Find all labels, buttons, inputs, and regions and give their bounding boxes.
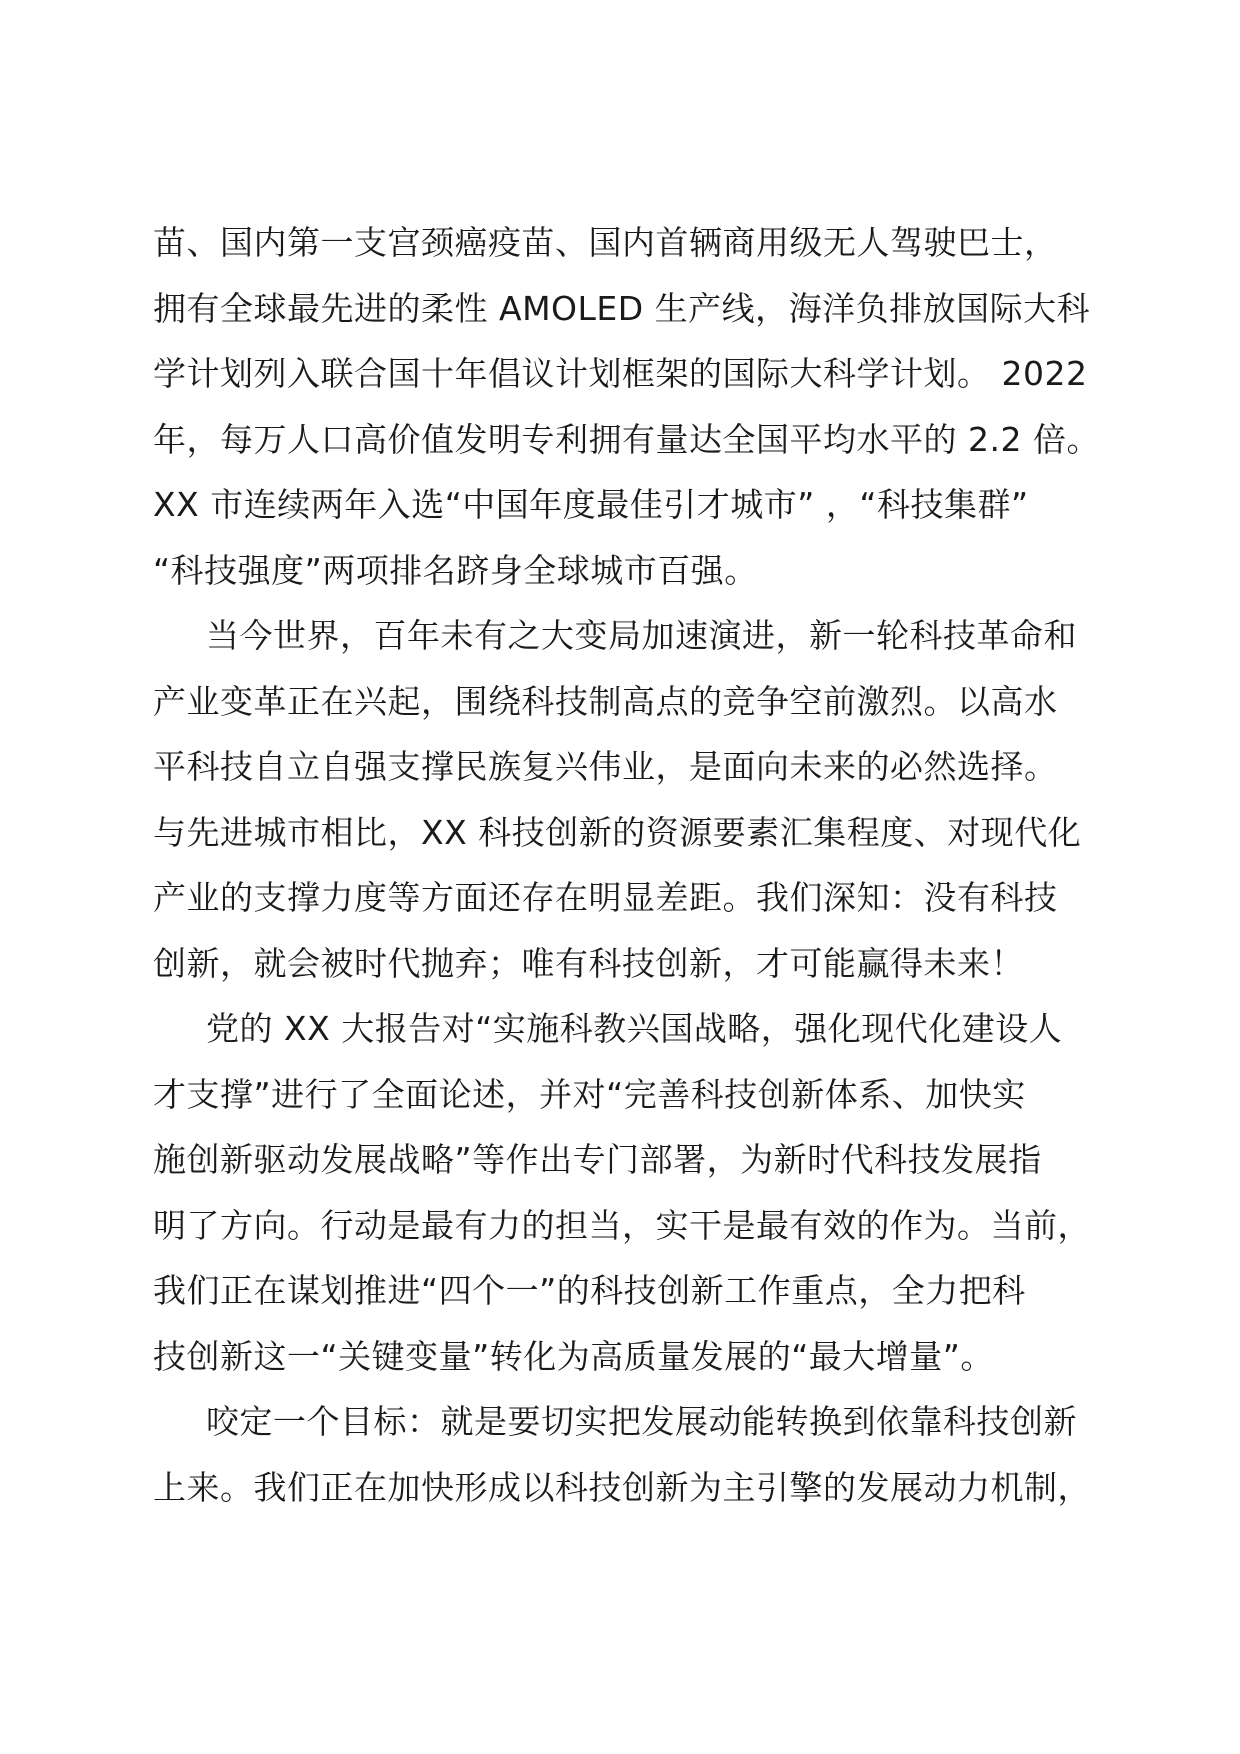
text-line: 施创新驱动发展战略”等作出专门部署，为新时代科技发展指 — [153, 1140, 1042, 1179]
text-line: 平科技自立自强支撑民族复兴伟业，是面向未来的必然选择。 — [153, 747, 1058, 786]
paragraph-first-line: 当今世界，百年未有之大变局加速演进，新一轮科技革命和 — [206, 616, 1077, 655]
text-line: 产业的支撑力度等方面还存在明显差距。我们深知：没有科技 — [153, 878, 1058, 917]
body-text — [153, 210, 1113, 1520]
text-line: 上来。我们正在加快形成以科技创新为主引擎的发展动力机制， — [153, 1467, 1091, 1507]
paragraph-first-line: 党的 XX 大报告对“实施科教兴国战略，强化现代化建设人 — [206, 1009, 1063, 1048]
text-line: 技创新这一“关键变量”转化为高质量发展的“最大增量”。 — [153, 1336, 994, 1376]
text-line: “科技强度”两项排名跻身全球城市百强。 — [153, 550, 758, 590]
text-line: 明了方向。行动是最有力的担当，实干是最有效的作为。当前， — [153, 1205, 1091, 1245]
text-line: 我们正在谋划推进“四个一”的科技创新工作重点，全力把科 — [153, 1271, 1026, 1310]
text-line: XX 市连续两年入选“中国年度最佳引才城市” ，“科技集群” — [153, 485, 1029, 524]
text-line: 产业变革正在兴起，围绕科技制高点的竞争空前激烈。以高水 — [153, 681, 1058, 721]
text-line: 苗、国内第一支宫颈癌疫苗、国内首辆商用级无人驾驶巴士， — [153, 223, 1058, 262]
text-line: 与先进城市相比，XX 科技创新的资源要素汇集程度、对现代化 — [153, 812, 1082, 852]
text-line: 才支撑”进行了全面论述，并对“完善科技创新体系、加快实 — [153, 1074, 1026, 1114]
paragraph-first-line: 咬定一个目标：就是要切实把发展动能转换到依靠科技创新 — [206, 1402, 1077, 1441]
text-line: 拥有全球最先进的柔性 AMOLED 生产线，海洋负排放国际大科 — [153, 288, 1091, 328]
text-line: 学计划列入联合国十年倡议计划框架的国际大科学计划。 2022 — [153, 354, 1088, 393]
text-line: 创新，就会被时代抛弃；唯有科技创新，才可能赢得未来！ — [153, 943, 1024, 983]
text-line: 年，每万人口高价值发明专利拥有量达全国平均水平的 2.2 倍。 — [153, 419, 1100, 459]
